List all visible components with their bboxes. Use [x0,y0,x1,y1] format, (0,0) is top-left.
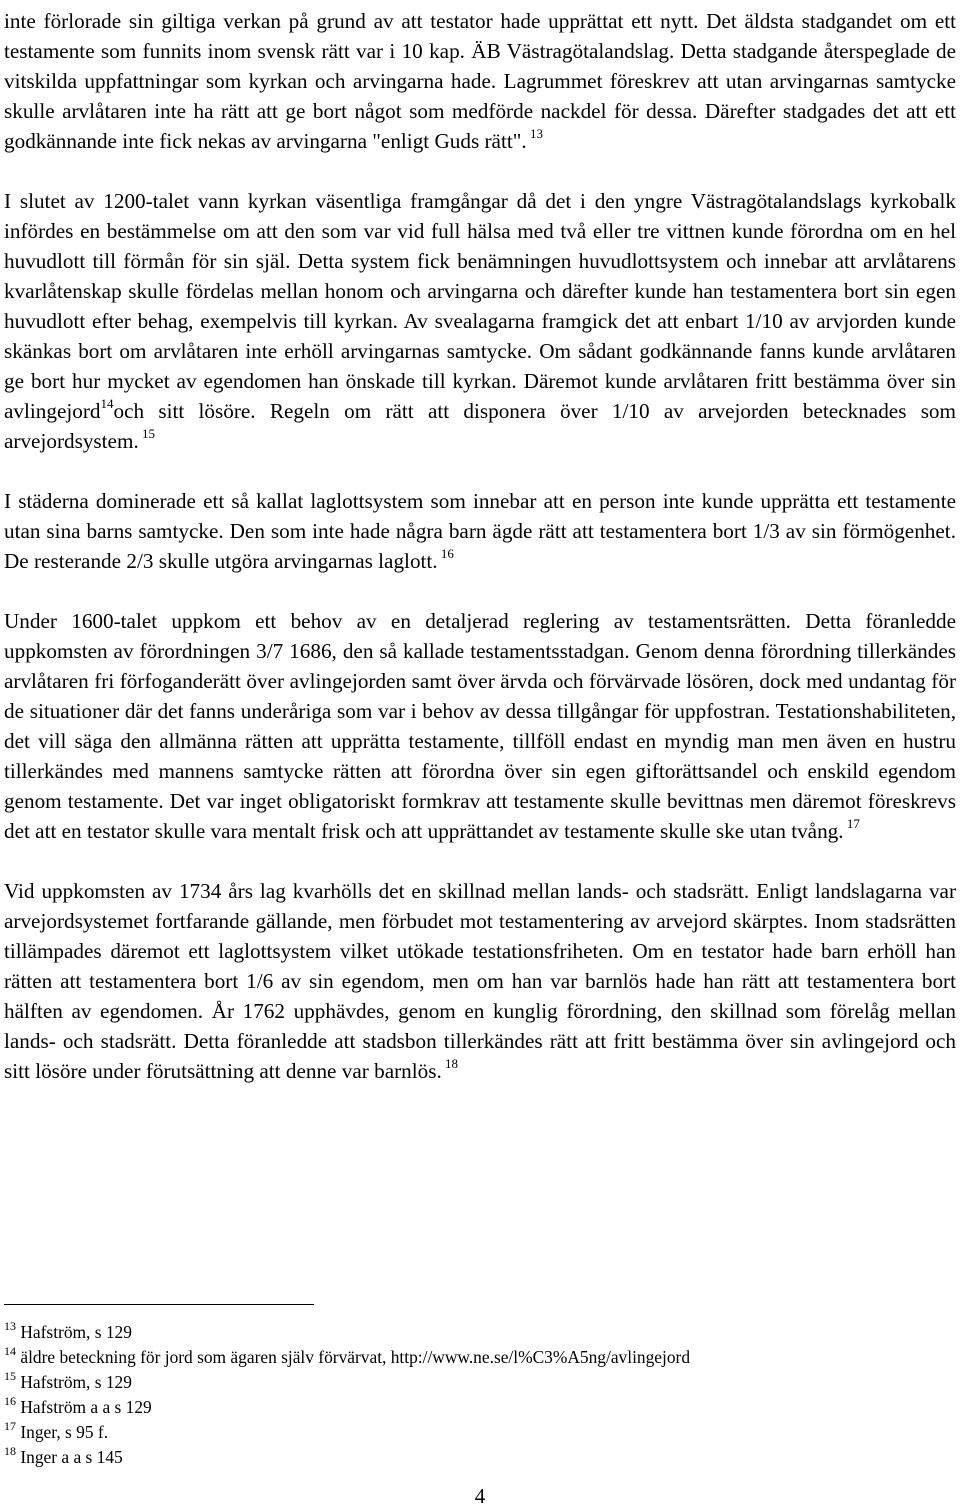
sentence: I slutet av 1200-talet vann kyrkan väsentliga framgångar då det i den yngre Västragötalandslags kyrkobalk infördes en bestämmelse om att den som var vid full hälsa med två eller tre vittnen kunde förordna om en hel huvudlott till förmån för sin själ. [4,189,956,273]
footnote-text: Hafström a a s 129 [20,1397,152,1417]
footnote-reference: 15 [142,425,155,441]
footnotes [4,1320,954,1470]
sentence: Detta system fick benämningen huvudlottsystem och innebar att arvlåtarens kvarlåtenskap skulle fördelas mellan honom och arvingarna och därefter kunde han testamentera bort sin egen huvudlott efter behag, exempelvis till kyrkan. [4,249,957,333]
footnote-text: äldre beteckning för jord som ägaren själv förvärvat, http://www.ne.se/l%C3%A5ng/avlingejord [20,1347,691,1367]
sentence: Därefter stadgades det att ett godkännande inte fick nekas av arvingarna "enligt Guds rätt". [4,99,957,153]
sentence: Detta föranledde uppkomsten av förordningen 3/7 1686, den så kallade testamentsstadgan. [4,609,957,663]
sentence: I städerna dominerade ett så kallat laglottsystem som innebar att en person inte kunde upprätta ett testamente utan sina barns samtycke. [4,489,956,543]
footnote-number: 14 [4,1344,16,1359]
sentence: Detta stadgande återspeglade de vitskilda uppfattningar som kyrkan och arvingarna hade. [4,39,957,93]
sentence: Genom denna förordning tillerkändes arvlåtaren fri förfoganderätt över avlingejorden samt över ärvda och förvärvade lösören, dock med undantag för de situationer där det fanns underåriga som var i behov av dessa tillgångar för uppfostran. [4,639,957,723]
sentence: Den som inte hade några barn ägde rätt att testamentera bort 1/3 av sin förmögenhet. [229,519,956,543]
paragraph-1 [4,6,956,156]
paragraph-4 [4,606,956,846]
footnote-number: 17 [4,1419,16,1434]
footnote-number: 15 [4,1369,16,1384]
sentence: Vid uppkomsten av 1734 års lag kvarhölls det en skillnad mellan lands- och stadsrätt. [4,879,750,903]
footnote-18 [4,1445,954,1470]
footnote-number: 18 [4,1444,16,1459]
sentence: Lagrummet föreskrev att utan arvingarnas samtycke skulle arvlåtaren inte ha rätt att ge bort något som medförde nackdel för dessa. [4,69,957,123]
sentence: År 1762 upphävdes, genom en kunglig förordning, den skillnad som förelåg mellan lands- och stadsrätt. [4,999,957,1053]
sentence: Detta föranledde att stadsbon tillerkändes rätt att fritt bestämma över sin avlingejord och sitt lösöre under förutsättning att denne var barnlös. [4,1029,956,1083]
footnote-reference: 13 [529,125,543,141]
page-number: 4 [474,1484,486,1508]
footnote-number: 13 [4,1319,16,1334]
sentence: och sitt lösöre. [113,399,256,423]
footnote-reference: 14 [100,395,114,411]
footnote-16 [4,1395,954,1420]
paragraph-3 [4,486,956,576]
sentence: Det var inget obligatoriskt formkrav att testamente skulle bevittnas men däremot föreskrevs det att en testator skulle vara mentalt frisk och att upprättandet av testamente skulle ske utan tvång. [4,789,957,843]
footnote-reference: 16 [440,545,454,561]
footnote-15 [4,1370,954,1395]
footnote-13 [4,1320,954,1345]
sentence: Inom stadsrätten tillämpades däremot ett laglottsystem vilket utökade testationsfriheten. [4,909,956,963]
footnote-separator [4,1304,314,1305]
body-text [4,6,956,1086]
sentence: De resterande 2/3 skulle utgöra arvingarnas laglott. [4,549,438,573]
paragraph-5 [4,876,956,1086]
sentence: Regeln om rätt att disponera över 1/10 av arvejorden betecknades som arvejordsystem. [4,399,957,453]
footnote-reference: 18 [445,1055,459,1071]
sentence: Om sådant godkännande fanns kunde arvlåtaren ge bort hur mycket av egendomen han önskade till kyrkan. [4,339,957,393]
sentence: Enligt landslagarna var arvejordsystemet fortfarande gällande, men förbudet mot testamentering av arvejord skärptes. [4,879,957,933]
sentence: Av svealagarna framgick det att enbart 1/10 av arvjorden kunde skänkas bort om arvlåtaren inte erhöll arvingarnas samtycke. [4,309,956,363]
footnote-text: Hafström, s 129 [20,1372,132,1392]
sentence: Under 1600-talet uppkom ett behov av en detaljerad reglering av testamentsrätten. [4,609,791,633]
sentence: Om en testator hade barn erhöll han rätten att testamentera bort 1/6 av sin egendom, men om han var barnlös hade han rätt att testamentera bort hälften av egendomen. [4,939,957,1023]
footnote-number: 16 [4,1394,16,1409]
footnote-text: Inger a a s 145 [20,1447,123,1467]
footnote-text: Hafström, s 129 [20,1322,132,1342]
footnote-reference: 17 [846,815,860,831]
footnote-text: Inger, s 95 f. [20,1422,109,1442]
sentence: Testationshabiliteten, det vill säga den allmänna rätten att upprätta testamente, tillföll endast en myndig man men även en hustru tillerkändes med mannens samtycke rätten att förordna över sin egen giftorättsandel och enskild egendom genom testamente. [4,699,957,813]
footnote-14 [4,1345,954,1370]
sentence: inte förlorade sin giltiga verkan på grund av att testator hade upprättat ett nytt. [4,9,699,33]
paragraph-2 [4,186,956,456]
sentence: Det äldsta stadgandet om ett testamente som funnits inom svensk rätt var i 10 kap. ÄB Västragötalandslag. [4,9,956,63]
sentence: Däremot kunde arvlåtaren fritt bestämma över sin avlingejord [4,369,957,423]
footnote-17 [4,1420,954,1445]
